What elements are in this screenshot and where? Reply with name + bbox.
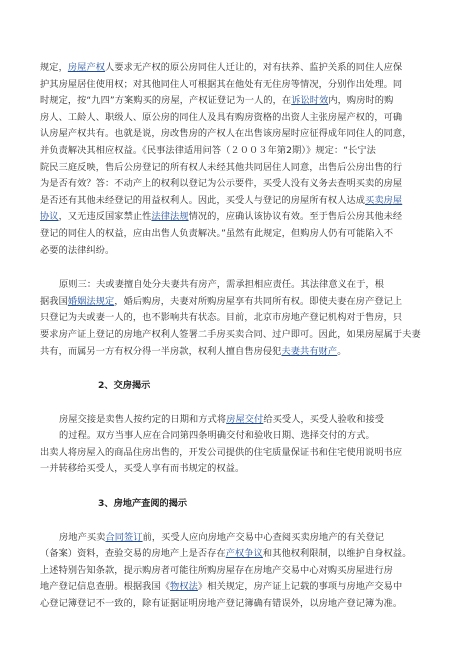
text-line bbox=[40, 327, 434, 344]
text-run: ，又无违反国家禁止性 bbox=[58, 211, 152, 223]
text-run: 和其他权利限制，以维护自身权益。 bbox=[262, 548, 412, 560]
inline-hyperlink[interactable]: 产权争议 bbox=[225, 548, 263, 560]
text-run: 是否还有其他未经登记的用益权利人。因此，买受人与登记的房屋所有权人达成 bbox=[40, 194, 366, 206]
text-run: 前，买受人应向房地产交易中心查阅买卖房地产的有关登记 bbox=[142, 531, 385, 543]
text-line bbox=[40, 412, 434, 429]
text-run: 一并转移给买受人，买受人享有而书规定的权益。 bbox=[40, 463, 245, 475]
text-line bbox=[40, 310, 434, 327]
text-line bbox=[40, 428, 434, 445]
text-run: （备案）资料，查验交易的房地产上是否存在 bbox=[40, 548, 226, 560]
inline-hyperlink[interactable]: 合同签订 bbox=[105, 531, 143, 543]
text-line bbox=[40, 110, 434, 127]
text-line bbox=[40, 546, 434, 563]
text-run: 时规定，按“九四”方案购买的房屋，产权证登记为一人的，在 bbox=[40, 95, 292, 107]
text-run: 必要的法律纠纷。 bbox=[40, 244, 115, 256]
text-line bbox=[40, 530, 434, 547]
text-run: 只登记为夫或妻一人的，也不影响共有状态。目前，北京市房地产登记机构对于售房，只 bbox=[40, 312, 403, 324]
text-run: 》相关规定，房产证上记载的事项与房地产交易中 bbox=[197, 581, 403, 593]
text-run: 情况的，应确认该协议有效。至于售后公房其他未经 bbox=[188, 211, 403, 223]
text-run: 房地产买卖 bbox=[59, 531, 106, 543]
text-run: 上述特别告知条款，提示购房者可能往所购房屋存在房地产交易中心对购买房屋进行房 bbox=[40, 564, 393, 576]
text-line bbox=[40, 596, 434, 613]
inline-hyperlink[interactable]: 买卖房屋 bbox=[365, 194, 403, 206]
text-run: 共有，而属另一方有权分得一半房款，权利人擅自售房侵犯 bbox=[40, 345, 282, 357]
text-run: 地产登记信息查册。根据我国《 bbox=[40, 581, 171, 593]
text-line bbox=[40, 143, 434, 160]
paragraph-records-inquiry bbox=[40, 530, 434, 613]
inline-hyperlink[interactable]: 诉讼时效 bbox=[291, 95, 329, 107]
text-run: 房人、工龄人、职级人、原公房的同住人及具有购房资格的出资人主张房屋产权的，可确 bbox=[40, 111, 403, 123]
text-line bbox=[40, 60, 434, 77]
text-line bbox=[40, 277, 434, 294]
inline-hyperlink[interactable]: 房屋交付 bbox=[226, 413, 264, 425]
section-heading-records-inquiry: 3、房地产查阅的揭示 bbox=[98, 498, 188, 510]
paragraph-principle-three bbox=[40, 277, 434, 360]
text-run: 房屋交接是卖售人按约定的日期和方式将 bbox=[59, 413, 227, 425]
text-line bbox=[40, 160, 434, 177]
text-line bbox=[40, 126, 434, 143]
text-run: 。 bbox=[337, 345, 347, 357]
text-line bbox=[40, 209, 434, 226]
text-run: 据我国 bbox=[40, 295, 68, 307]
text-run: 心登记簿登记不一致的，除有证据证明房地产登记簿确有错误外，以房地产登记簿为准。 bbox=[40, 598, 403, 610]
text-run: 要求房产证上登记的房地产权利人签署二手房买卖合同、过户即可。因此，如果房屋属于夫妻 bbox=[40, 328, 421, 340]
text-run: 给买受人，买受人验收和接受 bbox=[263, 413, 385, 425]
paragraph-principle-two bbox=[40, 60, 434, 259]
inline-hyperlink[interactable]: 夫妻共有财产 bbox=[281, 345, 338, 357]
inline-hyperlink[interactable]: 法律法规 bbox=[151, 211, 189, 223]
text-line bbox=[40, 294, 434, 311]
text-line bbox=[40, 344, 434, 361]
inline-hyperlink[interactable]: 协议 bbox=[40, 211, 59, 223]
inline-hyperlink[interactable]: 物权法 bbox=[170, 581, 198, 593]
text-run: 为是否有效？答：不动产上的权利以登记为公示要件，买受人没有义务去查明买卖的房屋 bbox=[40, 178, 403, 190]
text-line bbox=[40, 226, 434, 243]
text-run: 护其房屋居住使用权；对其他同住人可根据其在他处有无住房等情况，分别作出处理。同 bbox=[40, 78, 403, 90]
text-line bbox=[40, 93, 434, 110]
text-run: 人要求无产权的原公房同住人迁让的，对有扶养、监护关系的同住人应保 bbox=[105, 62, 403, 73]
text-run: ，婚后购房，夫妻对所购房屋享有共同所有权。即使夫妻在房产登记上 bbox=[114, 295, 403, 307]
text-run: 原则三：夫或妻擅自处分夫妻共有房产，需承担相应责任。其法律意义在于，根 bbox=[59, 279, 385, 291]
text-line bbox=[40, 77, 434, 94]
text-run: 并负责解决其相应权益。《民事法律适用问答（２００３年第2期）》规定：“长宁法 bbox=[40, 144, 376, 156]
inline-hyperlink[interactable]: 婚姻法规定 bbox=[67, 295, 115, 307]
text-line bbox=[40, 563, 434, 580]
text-line bbox=[40, 243, 434, 260]
text-line bbox=[40, 176, 434, 193]
text-run: 院民三庭反映，售后公房登记的所有权人未经其他共同居住人同意，出售后公房出售的行 bbox=[40, 161, 403, 173]
text-run: 的过程。双方当事人应在合同第四条明确交付和验收日期、选择交付的方式。 bbox=[59, 430, 375, 442]
paragraph-handover bbox=[40, 412, 434, 478]
inline-hyperlink[interactable]: 房屋产权 bbox=[67, 62, 106, 73]
text-line bbox=[40, 579, 434, 596]
text-run: 出卖人将房屋入的商品住房出售的，开发公司提供的住宅质量保证书和住宅使用说明书应 bbox=[40, 446, 403, 458]
text-run: 登记的同住人的权益，应由出售人负责解决。”虽然有此规定，但购房人仍有可能陷入不 bbox=[40, 227, 394, 239]
text-line bbox=[40, 193, 434, 210]
text-line bbox=[40, 461, 434, 478]
text-run: 认房屋产权共有。也就是说，房改售房的产权人在出售该房屋时应征得成年同住人的同意， bbox=[40, 128, 412, 140]
text-run: 内，购房时的购 bbox=[328, 95, 394, 107]
text-line bbox=[40, 445, 434, 462]
section-heading-handover: 2、交房揭示 bbox=[98, 380, 151, 392]
text-run: 规定， bbox=[40, 62, 68, 73]
